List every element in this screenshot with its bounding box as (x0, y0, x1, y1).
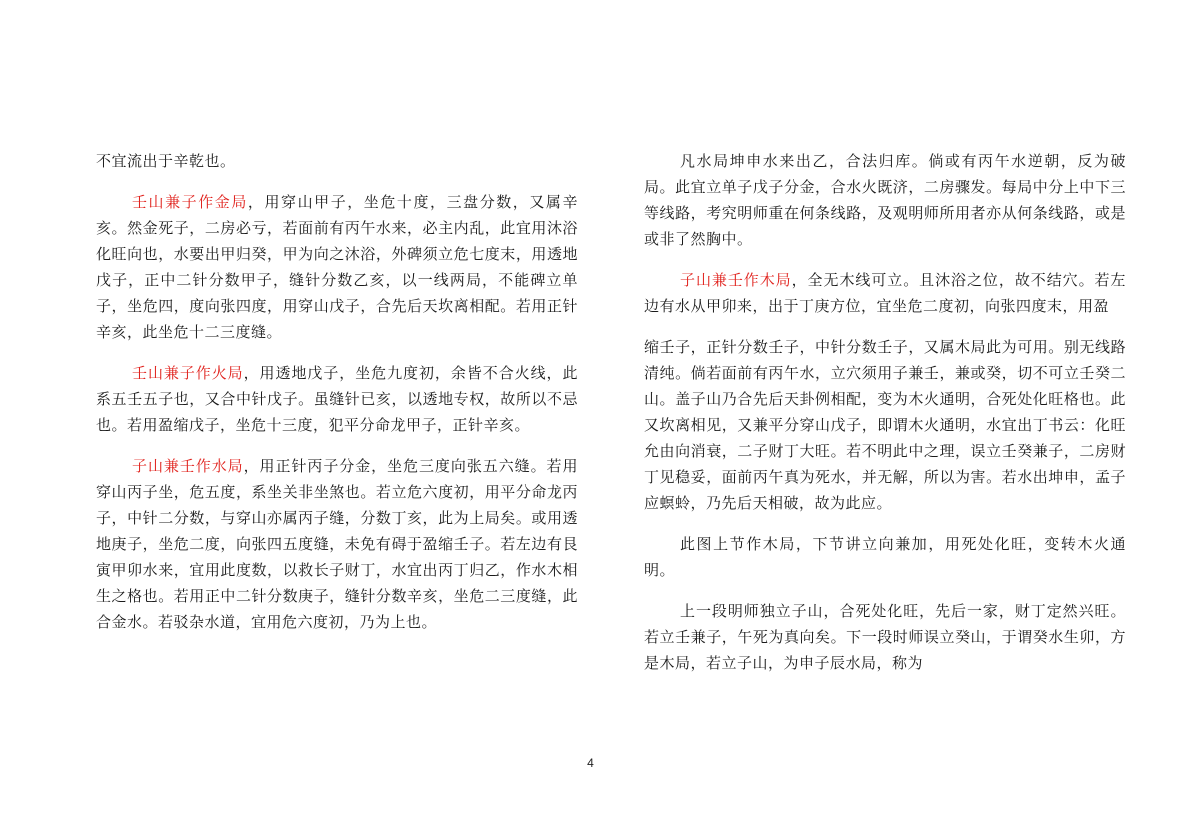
paragraph-text: ，用穿山甲子，坐危十度，三盘分数，又属辛亥。然金死子，二房必亏，若面前有丙午水来，必主内乱，此宜用沐浴化旺向也，水要出甲归癸，甲为向之沐浴，外碑须立危七度末，用透地戊子，正中二针分数甲子，缝针分数乙亥，以一线两局，不能碑立单子，坐危四，度向张四度，用穿山戊子，合先后天坎离相配。若用正针辛亥，此坐危十二三度缝。 (96, 193, 578, 341)
paragraph-text: 缩壬子，正针分数壬子，中针分数壬子，又属木局此为可用。别无线路清纯。倘若面前有丙午水，立穴须用子兼壬，兼或癸，切不可立壬癸二山。盖子山乃合先后天卦例相配，变为木火通明，合死处化旺格也。此又坎离相见，又兼平分穿山戊子，即谓木火通明，水宜出丁书云：化旺允由向消衰，二子财丁大旺。若不明此中之理，误立壬癸兼子，二房财丁见稳妥，面前丙午真为死水，并无解，所以为害。若水出坤申，孟子应螟蛉，乃先后天相破，故为此应。 (644, 338, 1126, 512)
paragraph (96, 189, 578, 345)
page-number: 4 (587, 756, 594, 770)
paragraph (644, 598, 1126, 676)
paragraph-text: 不宜流出于辛乾也。 (96, 152, 236, 170)
right-column (644, 148, 1126, 691)
paragraph (644, 531, 1126, 583)
paragraph-text: 上一段明师独立子山，合死处化旺，先后一家，财丁定然兴旺。若立壬兼子，午死为真向矣。下一段时师误立癸山，于谓癸水生卯，方是木局，若立子山，为申子辰水局，称为 (644, 602, 1126, 672)
paragraph (96, 148, 578, 174)
paragraph (644, 334, 1126, 516)
paragraph-heading: 壬山兼子作金局 (132, 193, 248, 211)
paragraph-heading: 子山兼壬作水局 (132, 457, 244, 475)
paragraph (96, 360, 578, 438)
paragraph (644, 267, 1126, 319)
paragraph-text: ，全无木线可立。且沐浴之位，故不结穴。若左边有水从甲卯来，出于丁庚方位，宜坐危二度初，向张四度末，用盈 (644, 271, 1126, 315)
paragraph (96, 453, 578, 635)
paragraph (644, 148, 1126, 252)
paragraph-text: 此图上节作木局，下节讲立向兼加，用死处化旺，变转木火通明。 (644, 535, 1126, 579)
paragraph-heading: 壬山兼子作火局 (132, 364, 244, 382)
paragraph-text: ，用透地戊子，坐危九度初，余皆不合火线，此系五壬五子也，又合中针戊子。虽缝针已亥，以透地专权，故所以不忌也。若用盈缩戊子，坐危十三度，犯平分命龙甲子，正针辛亥。 (96, 364, 578, 434)
paragraph-heading: 子山兼壬作木局 (680, 271, 792, 289)
left-column (96, 148, 578, 650)
paragraph-text: 凡水局坤申水来出乙，合法归库。倘或有丙午水逆朝，反为破局。此宜立单子戊子分金，合水火既济，二房骤发。每局中分上中下三等线路，考究明师重在何条线路，及观明师所用者亦从何条线路，或是或非了然胸中。 (644, 152, 1126, 248)
paragraph-text: ，用正针丙子分金，坐危三度向张五六缝。若用穿山丙子坐，危五度，系坐关非坐煞也。若立危六度初，用平分命龙丙子，中针二分数，与穿山亦属丙子缝，分数丁亥，此为上局矣。或用透地庚子，坐危二度，向张四五度缝，未免有碍于盈缩壬子。若左边有艮寅甲卯水来，宜用此度数，以救长子财丁，水宜出丙丁归乙，作水木相生之格也。若用正中二针分数庚子，缝针分数辛亥，坐危二三度缝，此合金水。若驳杂水道，宜用危六度初，乃为上也。 (96, 457, 578, 631)
